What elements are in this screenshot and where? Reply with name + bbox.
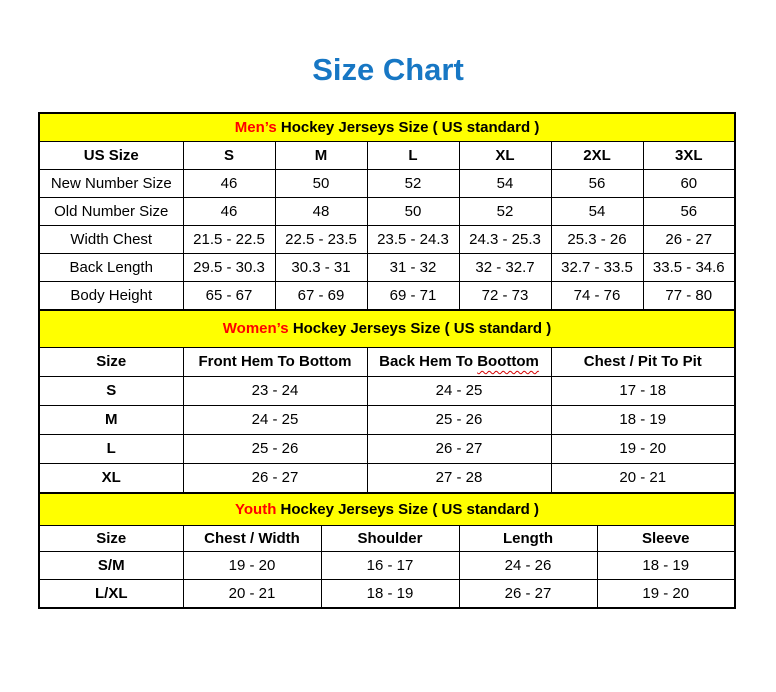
row-label: S/M	[39, 551, 183, 579]
mens-banner-rest: Hockey Jerseys Size ( US standard )	[280, 118, 540, 136]
size-cell: 25 - 26	[367, 405, 551, 434]
size-cell: 26 - 27	[183, 463, 367, 493]
size-cell: 23 - 24	[183, 376, 367, 405]
size-cell: 20 - 21	[551, 463, 735, 493]
womens-banner-rest: Hockey Jerseys Size ( US standard )	[292, 320, 552, 338]
size-cell: 52	[459, 197, 551, 225]
column-header: Size	[39, 525, 183, 551]
youth-size-table	[38, 492, 736, 609]
size-cell: 52	[367, 169, 459, 197]
size-cell: 18 - 19	[597, 551, 735, 579]
size-cell: 20 - 21	[183, 579, 321, 608]
table-row	[39, 434, 735, 463]
row-label: S	[39, 376, 183, 405]
size-cell: 56	[643, 197, 735, 225]
table-row	[39, 113, 735, 142]
column-header: Sleeve	[597, 525, 735, 551]
table-row	[39, 551, 735, 579]
size-cell: 30.3 - 31	[275, 253, 367, 281]
size-cell: 16 - 17	[321, 551, 459, 579]
row-label: New Number Size	[39, 169, 183, 197]
table-row	[39, 169, 735, 197]
row-label: Width Chest	[39, 225, 183, 253]
size-cell: 48	[275, 197, 367, 225]
youth-banner	[39, 493, 735, 526]
column-header: 3XL	[643, 141, 735, 169]
size-cell: 24 - 26	[459, 551, 597, 579]
youth-header-row	[39, 525, 735, 551]
column-header: M	[275, 141, 367, 169]
size-cell: 31 - 32	[367, 253, 459, 281]
column-header	[367, 347, 551, 376]
size-cell: 22.5 - 23.5	[275, 225, 367, 253]
size-cell: 50	[275, 169, 367, 197]
row-label: M	[39, 405, 183, 434]
misspelled-word: Boottom	[477, 353, 539, 371]
column-header: Size	[39, 347, 183, 376]
size-cell: 33.5 - 34.6	[643, 253, 735, 281]
youth-banner-highlight: Youth	[235, 500, 277, 518]
table-row	[39, 376, 735, 405]
table-row	[39, 197, 735, 225]
column-header: Chest / Width	[183, 525, 321, 551]
table-row	[39, 493, 735, 526]
size-cell: 72 - 73	[459, 281, 551, 310]
womens-banner-highlight: Women’s	[222, 320, 289, 338]
size-cell: 46	[183, 197, 275, 225]
size-tables	[38, 112, 736, 609]
size-cell: 17 - 18	[551, 376, 735, 405]
row-label: Old Number Size	[39, 197, 183, 225]
table-row	[39, 463, 735, 493]
size-cell: 19 - 20	[551, 434, 735, 463]
mens-header-row	[39, 141, 735, 169]
table-row	[39, 281, 735, 310]
page-title: Size Chart	[312, 52, 464, 87]
table-row	[39, 253, 735, 281]
size-cell: 26 - 27	[367, 434, 551, 463]
size-cell: 67 - 69	[275, 281, 367, 310]
size-cell: 24 - 25	[367, 376, 551, 405]
size-cell: 25.3 - 26	[551, 225, 643, 253]
column-header: S	[183, 141, 275, 169]
mens-banner	[39, 113, 735, 142]
womens-header-row	[39, 347, 735, 376]
size-cell: 29.5 - 30.3	[183, 253, 275, 281]
size-cell: 24 - 25	[183, 405, 367, 434]
row-label: L/XL	[39, 579, 183, 608]
column-header: Front Hem To Bottom	[183, 347, 367, 376]
womens-size-table	[38, 309, 736, 494]
column-header: Chest / Pit To Pit	[551, 347, 735, 376]
size-cell: 54	[459, 169, 551, 197]
size-cell: 26 - 27	[643, 225, 735, 253]
column-header: US Size	[39, 141, 183, 169]
size-cell: 18 - 19	[551, 405, 735, 434]
size-cell: 54	[551, 197, 643, 225]
size-cell: 74 - 76	[551, 281, 643, 310]
size-cell: 19 - 20	[183, 551, 321, 579]
column-header-text: Back Hem To	[379, 353, 474, 371]
size-cell: 26 - 27	[459, 579, 597, 608]
row-label: Body Height	[39, 281, 183, 310]
table-row	[39, 310, 735, 348]
row-label: L	[39, 434, 183, 463]
size-cell: 32 - 32.7	[459, 253, 551, 281]
size-cell: 19 - 20	[597, 579, 735, 608]
youth-banner-rest: Hockey Jerseys Size ( US standard )	[280, 500, 539, 518]
size-cell: 65 - 67	[183, 281, 275, 310]
column-header: 2XL	[551, 141, 643, 169]
size-cell: 69 - 71	[367, 281, 459, 310]
row-label: XL	[39, 463, 183, 493]
size-cell: 77 - 80	[643, 281, 735, 310]
size-cell: 56	[551, 169, 643, 197]
column-header: L	[367, 141, 459, 169]
table-row	[39, 225, 735, 253]
size-cell: 60	[643, 169, 735, 197]
column-header: Length	[459, 525, 597, 551]
size-cell: 25 - 26	[183, 434, 367, 463]
size-cell: 32.7 - 33.5	[551, 253, 643, 281]
size-cell: 27 - 28	[367, 463, 551, 493]
table-row	[39, 405, 735, 434]
row-label: Back Length	[39, 253, 183, 281]
size-cell: 50	[367, 197, 459, 225]
size-cell: 21.5 - 22.5	[183, 225, 275, 253]
size-cell: 18 - 19	[321, 579, 459, 608]
column-header: Shoulder	[321, 525, 459, 551]
mens-size-table	[38, 112, 736, 311]
column-header: XL	[459, 141, 551, 169]
size-cell: 23.5 - 24.3	[367, 225, 459, 253]
mens-banner-highlight: Men’s	[234, 118, 277, 136]
size-chart-page	[0, 52, 776, 609]
womens-banner	[39, 310, 735, 348]
size-cell: 46	[183, 169, 275, 197]
size-cell: 24.3 - 25.3	[459, 225, 551, 253]
table-row	[39, 579, 735, 608]
